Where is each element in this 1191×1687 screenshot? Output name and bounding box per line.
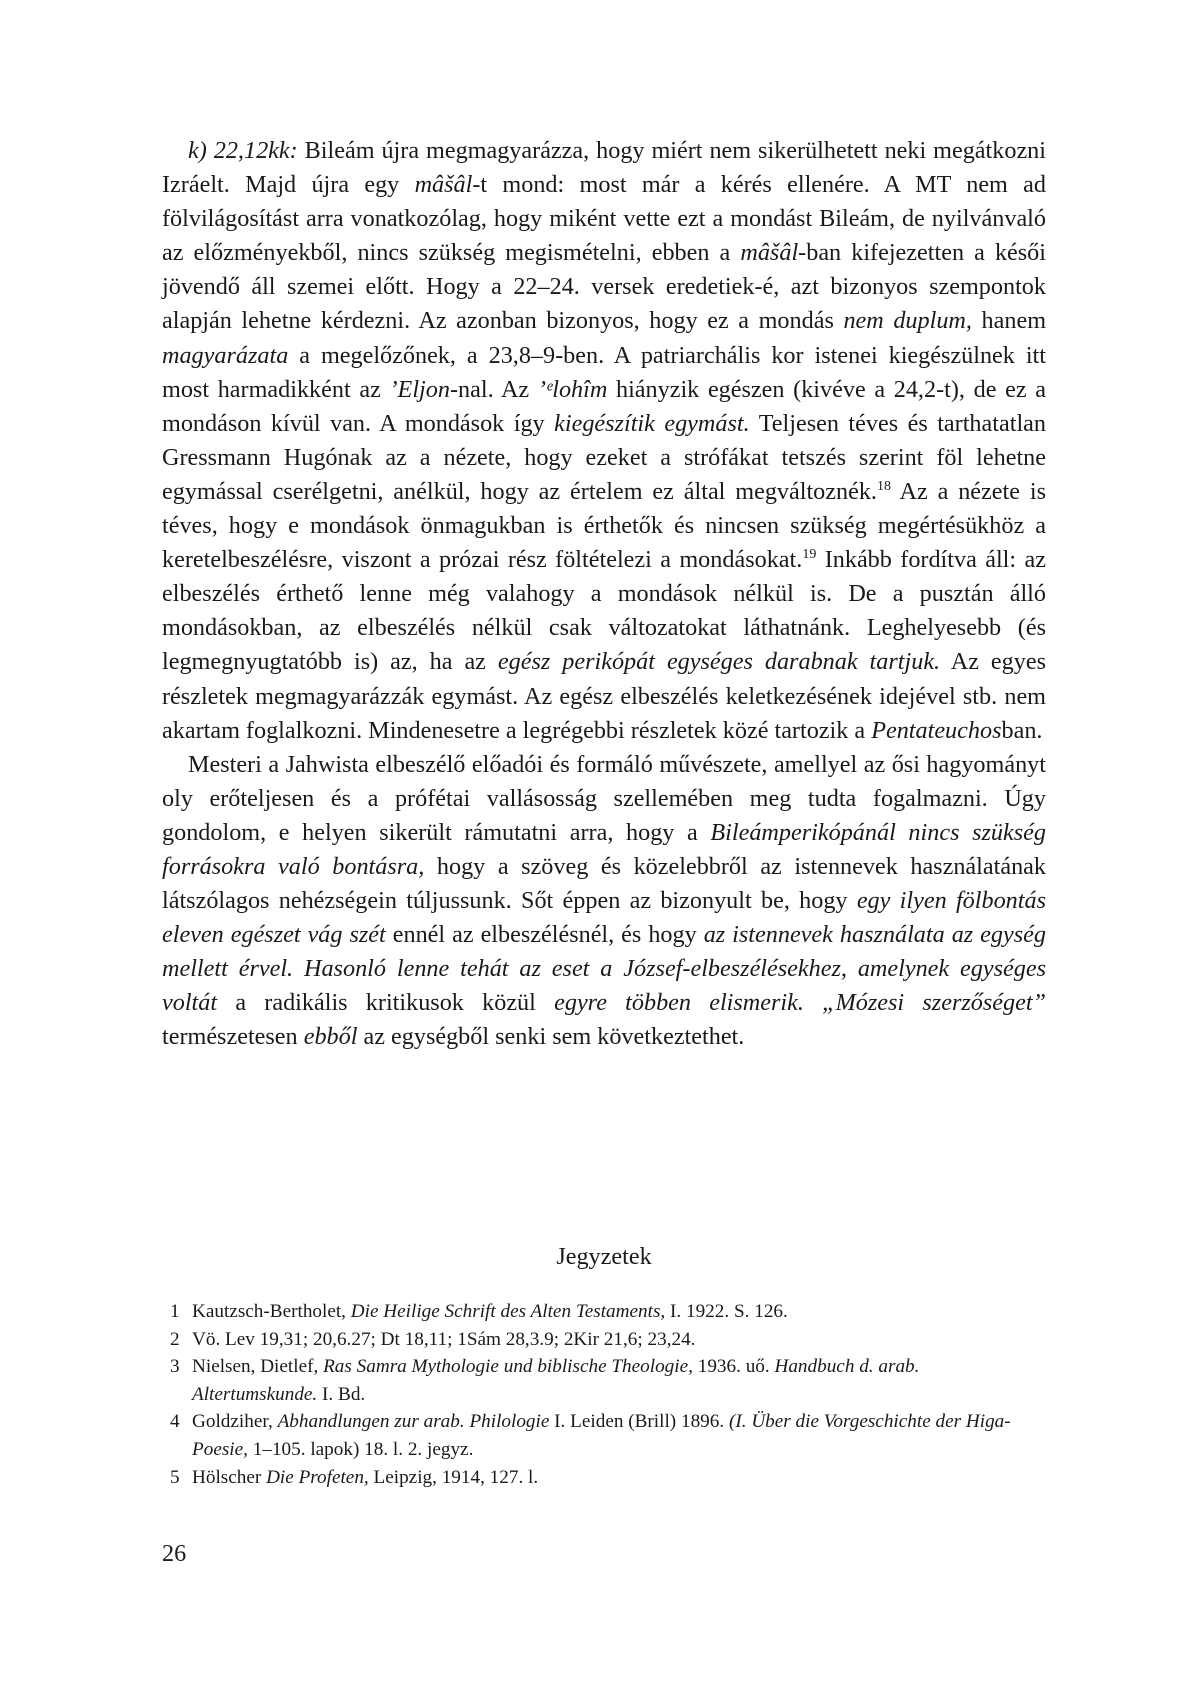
text-run: Teljesen téves és tarthatatlan Gressmann Hugónak az a nézete, hogy ezeket a strófákat tetszés szerint föl lehetne egymással cserélgetni, anélkül, hogy az értelem ez által megváltoznék. [162,409,1046,505]
italic-text: egy ilyen fölbontás eleven egészet vág szét [162,887,1046,949]
footnote-reference: 18 [876,478,891,494]
text-run: Leipzig, 1914, 127. l. [368,1466,539,1488]
text-run: természetesen [162,1023,304,1051]
italic-text: Die Profeten, [266,1466,369,1488]
text-run: hanem [971,307,1047,335]
text-run: -ban kifejezetten a késői jövendő áll szemei előtt. Hogy a 22–24. versek eredetiek-é, azt bizonyos szempontok alapján lehetne kérdezni. Az azonban bizonyos, hogy ez a mondás [162,239,1046,335]
text-run: Kautzsch-Bertholet, [192,1301,351,1322]
footnote-text [192,1329,695,1350]
text-run: Goldziher, [192,1411,278,1433]
italic-text: Die Heilige Schrift des Alten Testaments, [350,1301,666,1322]
footnote-number: 4 [170,1411,180,1433]
footnote [170,1464,1048,1492]
footnote-number: 3 [170,1356,180,1378]
text-run: Nielsen, Dietlef, [192,1356,324,1378]
italic-text: mâšâl [740,239,799,267]
italic-text: mâšâl [414,171,473,199]
text-run: 1–105. lapok) 18. l. 2. jegyz. [247,1438,474,1460]
text-run: 1936. uő. [692,1356,775,1378]
text-run: I. Bd. [317,1383,366,1405]
italic-text: Ras Samra Mythologie und biblische Theologie, [323,1356,693,1378]
italic-text: ’Eljon [389,375,450,403]
paragraph [162,748,1046,1055]
text-run: ban. [1001,716,1043,744]
text-run: a radikális kritikusok közül [217,989,555,1017]
text-run: a megelőzőnek, a 23,8–9-ben. A patriarchális kor istenei kiegészülnek itt most harmadikként az [162,341,1046,403]
footnote-text [192,1301,788,1322]
text-run: Az egyes részletek megmagyarázzák egymást. Az egész elbeszélés keletkezésének idejével stb. nem akartam foglalkozni. Mindenesetre a legrégebbi részletek közé tartozik a [162,648,1046,744]
text-run: Az a nézete is téves, hogy e mondások önmagukban is érthetők és nincsen szükség megértésükhöz a keretelbeszélésre, viszont a prózai rész föltételezi a mondásokat. [162,477,1046,574]
notes-title: Jegyzetek [556,1243,652,1270]
italic-text: Bileámperikópánál nincs szükség forrásokra való bontásra, [162,818,1047,880]
text-run: Mesteri a Jahwista elbeszélő előadói és formáló művészete, amellyel az ősi hagyományt oly erőteljesen és a prófétai vallásosság szellemében meg tudta fogalmazni. Úgy gondolom, e helyen sikerült rámutatni arra, hogy a [162,750,1046,846]
text-run: I. Leiden (Brill) 1896. [549,1411,729,1433]
footnote [170,1353,1048,1408]
italic-text: kiegészítik egymást. [554,409,750,437]
footnotes-list [170,1298,1048,1491]
italic-text: Abhandlungen zur arab. Philologie [277,1411,550,1433]
footnote-number: 2 [170,1328,180,1350]
text-run: ennél az elbeszélésnél, és hogy [385,921,704,949]
italic-text: (I. Über die Vorgeschichte der Higa-Poesie, [192,1411,1011,1460]
footnote-text [192,1467,538,1488]
text-run [804,989,822,1016]
italic-text: az istennevek használata az egység mellett érvel. Hasonló lenne tehát az eset a József-elbeszélésekhez, amelynek egységes voltát [162,921,1046,1017]
italic-text: egyre többen elismerik. [554,989,804,1017]
text-run: Inkább fordítva áll: az elbeszélés érthető lenne még valahogy a mondások nélkül is. De a pusztán álló mondásokban, az elbeszélés nélkül csak változatokat láthatnánk. Leghelyesebb (és legmegnyugtatóbb is) az, ha az [162,546,1046,676]
italic-text: „Mózesi szerzőséget” [822,989,1047,1017]
footnote [170,1298,1048,1326]
text-run: -t mond: most már a kérés ellenére. A MT nem ad fölvilágosítást arra vonatkozólag, hogy miként vette ezt a mondást Bileám, de nyilvánvaló az előzményekből, nincs szükség megismételni, ebben a [162,171,1046,267]
body-text [162,134,1046,1055]
text-run: Vö. Lev 19,31; 20,6.27; Dt 18,11; 1Sám 28,3.9; 2Kir 21,6; 23,24. [192,1328,696,1350]
footnote-text [192,1411,1011,1460]
text-run: az egységből senki sem következtethet. [357,1023,745,1051]
footnote-number: 5 [170,1466,180,1488]
italic-text: Handbuch d. arab. Altertumskunde. [192,1356,920,1405]
italic-text: magyarázata [162,341,289,369]
italic-text: egész perikópát egységes darabnak tartjuk. [497,648,941,676]
italic-text: ’ᵉlohîm [537,375,608,403]
footnote [170,1326,1048,1354]
italic-text: Pentateuchos [871,716,1002,744]
italic-text: nem duplum, [843,307,972,335]
paragraph [162,134,1046,748]
text-run: -nal. Az [449,375,538,403]
italic-text: k) 22,12kk: [188,137,298,164]
footnote-text [192,1356,919,1405]
text-run: Bileám újra megmagyarázza, hogy miért nem sikerülhetett neki megátkozni Izráelt. Majd újra egy [162,137,1046,199]
text-run: Hölscher [192,1466,267,1488]
italic-text: ebből [303,1023,358,1051]
page-number: 26 [162,1540,187,1567]
footnote-reference: 19 [802,547,817,563]
text-run: hogy a szöveg és közelebbről az istennevek használatának látszólagos nehézségein túljussunk. Sőt éppen az bizonyult be, hogy [162,852,1046,915]
text-run: I. 1922. S. 126. [665,1301,788,1322]
text-run: hiányzik egészen (kivéve a 24,2-t), de ez a mondáson kívül van. A mondások így [162,375,1046,437]
footnote-number: 1 [170,1301,180,1322]
footnote [170,1408,1048,1463]
